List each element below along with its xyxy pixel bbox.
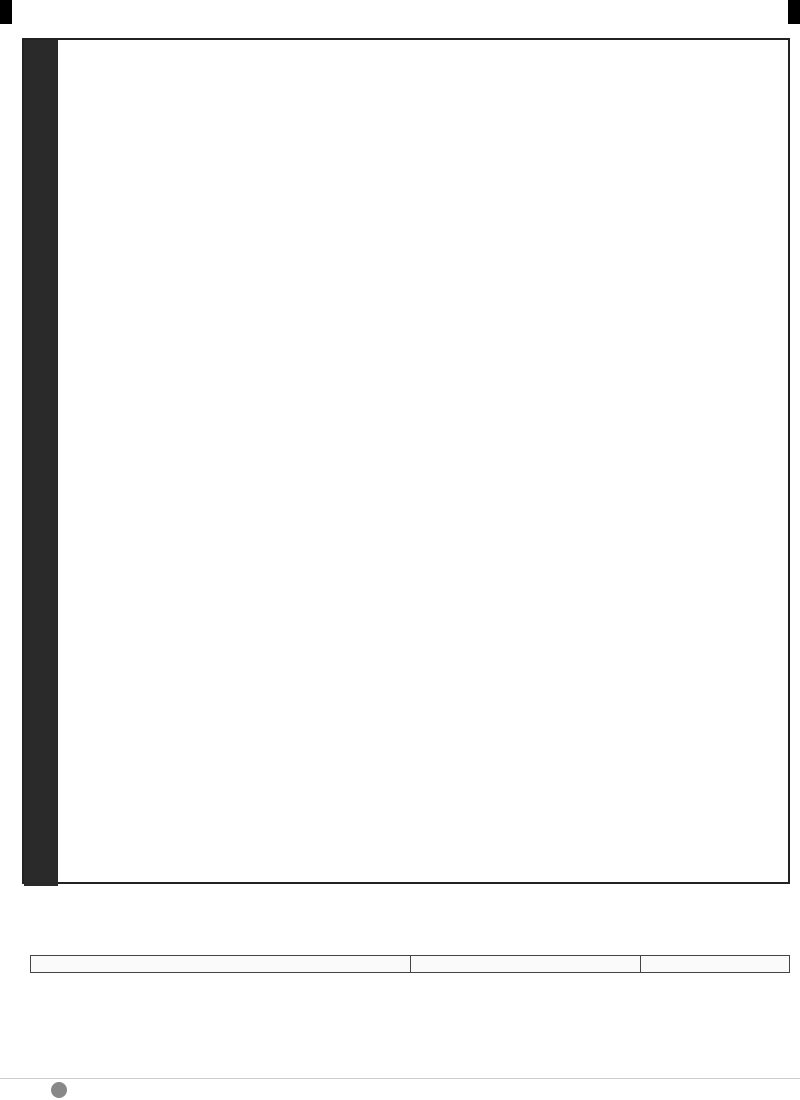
contact-header-name	[31, 956, 411, 973]
region-sidebar	[24, 40, 58, 882]
contact-header-phone	[411, 956, 641, 973]
address-line	[22, 887, 790, 889]
hong-logo-icon	[51, 1082, 67, 1098]
footer	[22, 884, 790, 889]
ad-tag-left	[0, 0, 12, 24]
ad-tag-right	[788, 0, 800, 24]
contact-table	[30, 955, 790, 973]
page-footer	[0, 1078, 800, 1100]
region-vietnam	[24, 40, 58, 674]
contact-header-qq	[641, 956, 790, 973]
region-laos	[24, 674, 58, 886]
tour-table	[22, 38, 790, 884]
